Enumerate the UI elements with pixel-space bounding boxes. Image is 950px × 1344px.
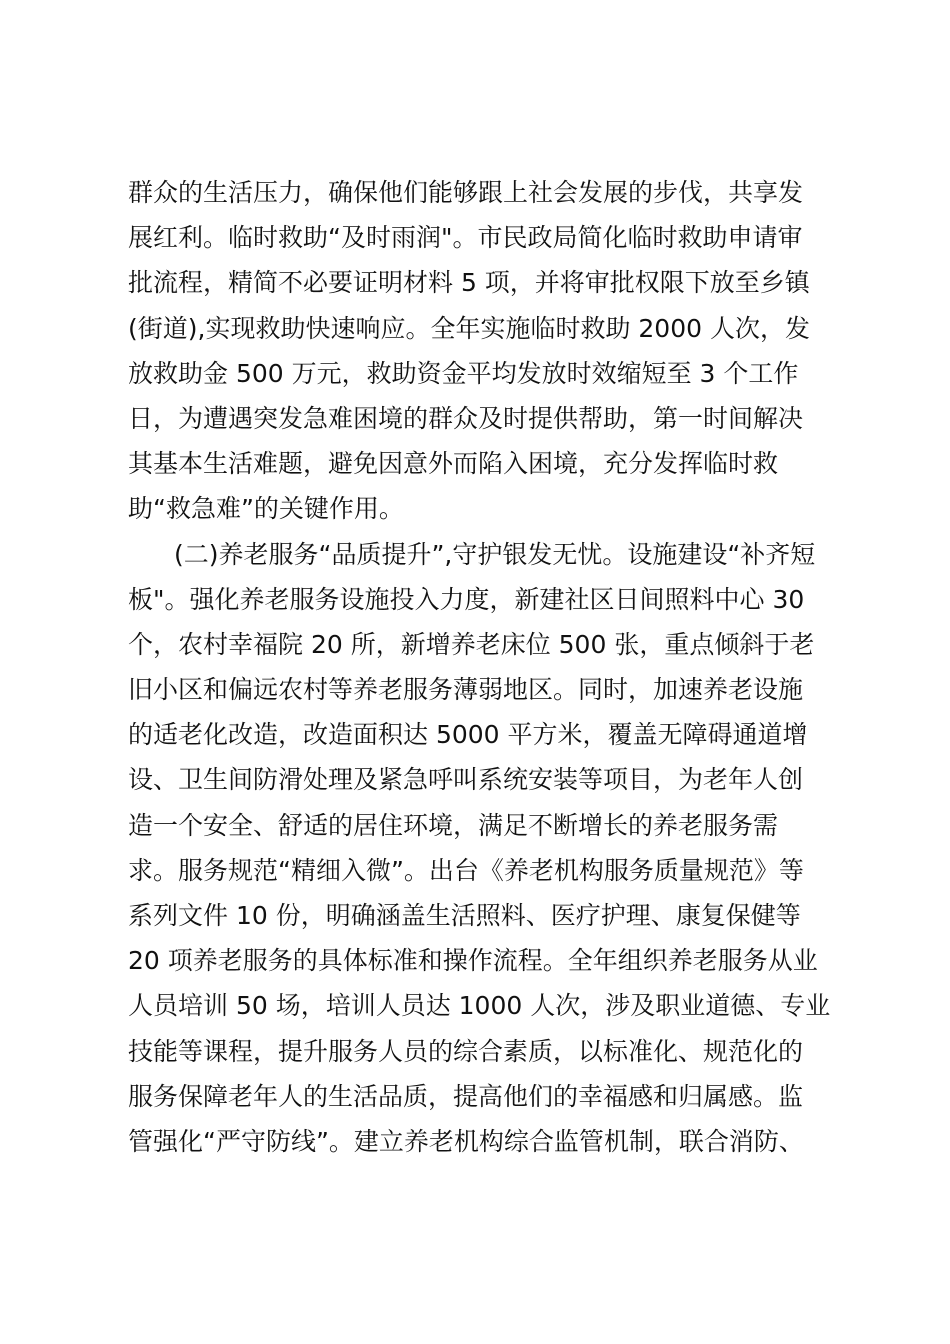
text-line: 放救助金 500 万元，救助资金平均发放时效缩短至 3 个工作	[128, 358, 799, 388]
text-line: 助“救急难”的关键作用。	[128, 494, 404, 524]
text-line: 板"。强化养老服务设施投入力度，新建社区日间照料中心 30	[128, 584, 805, 614]
text-line: 批流程，精简不必要证明材料 5 项，并将审批权限下放至乡镇	[128, 268, 810, 298]
text-line: 旧小区和偏远农村等养老服务薄弱地区。同时，加速养老设施	[128, 675, 804, 705]
text-line: 个，农村幸福院 20 所，新增养老床位 500 张，重点倾斜于老	[128, 629, 815, 659]
text-line: 设、卫生间防滑处理及紧急呼叫系统安装等项目，为老年人创	[128, 765, 804, 795]
text-line: 求。服务规范“精细入微”。出台《养老机构服务质量规范》等	[128, 855, 804, 885]
text-line: 日，为遭遇突发急难困境的群众及时提供帮助，第一时间解决	[128, 403, 804, 433]
text-line: 群众的生活压力，确保他们能够跟上社会发展的步伐，共享发	[128, 178, 804, 207]
text-line: 管强化“严守防线”。建立养老机构综合监管机制，联合消防、	[128, 1126, 804, 1156]
text-line: (街道),实现救助快速响应。全年实施临时救助 2000 人次，发	[128, 313, 810, 343]
text-line: 技能等课程，提升服务人员的综合素质，以标准化、规范化的	[128, 1036, 804, 1066]
text-line: 20 项养老服务的具体标准和操作流程。全年组织养老服务从业	[128, 946, 818, 976]
text-line: 服务保障老年人的生活品质，提高他们的幸福感和归属感。监	[128, 1081, 804, 1111]
text-line: 造一个安全、舒适的居住环境，满足不断增长的养老服务需	[128, 810, 779, 840]
text-line: 其基本生活难题，避免因意外而陷入困境，充分发挥临时救	[128, 449, 779, 479]
body-text	[128, 170, 840, 1164]
text-line: 系列文件 10 份，明确涵盖生活照料、医疗护理、康复保健等	[128, 901, 801, 930]
paragraph-heading-line: (二)养老服务“品质提升”,守护银发无忧。设施建设“补齐短	[174, 539, 816, 569]
text-line: 人员培训 50 场，培训人员达 1000 人次，涉及职业道德、专业	[128, 991, 831, 1021]
text-line: 的适老化改造，改造面积达 5000 平方米，覆盖无障碍通道增	[128, 720, 808, 750]
text-line: 展红利。临时救助“及时雨润"。市民政局简化临时救助申请审	[128, 223, 803, 253]
